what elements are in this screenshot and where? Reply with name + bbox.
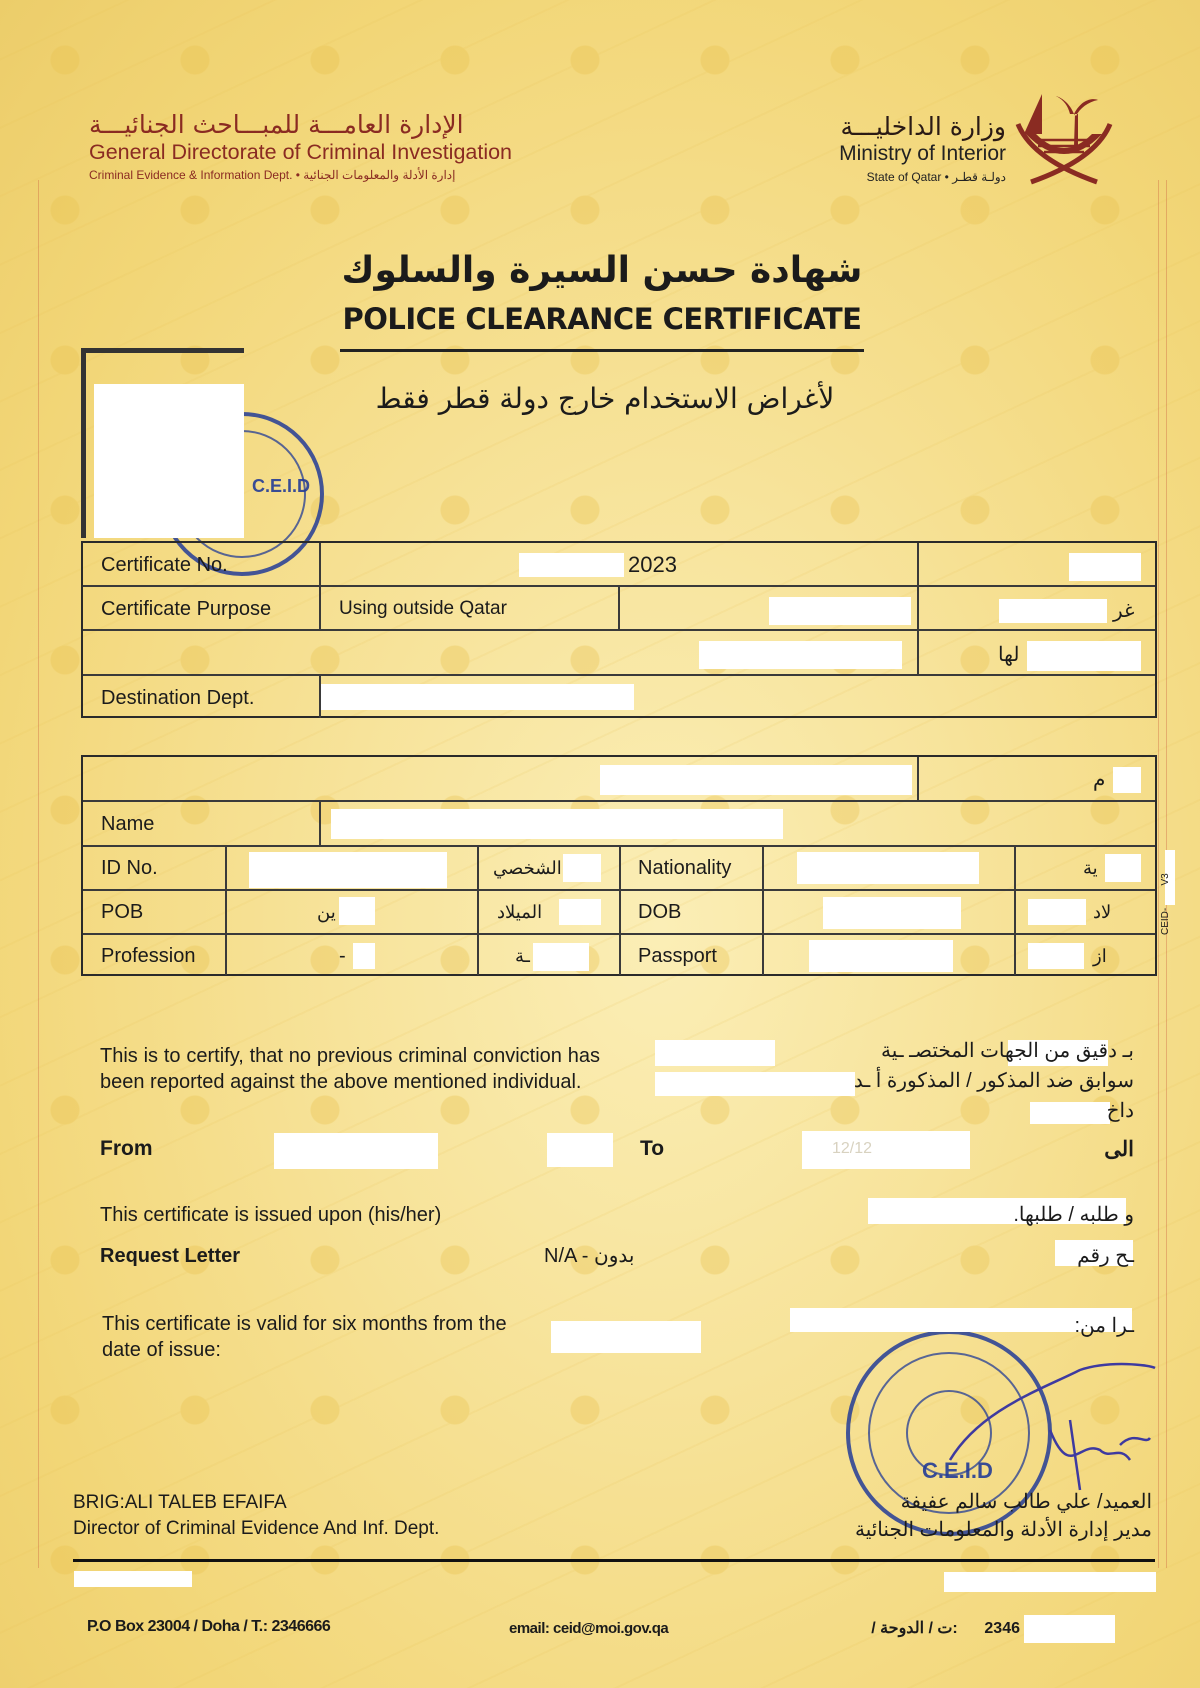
pob-arabic-value: ين bbox=[317, 902, 336, 922]
header-right-arabic: وزارة الداخليـــة bbox=[840, 112, 1006, 141]
issued-upon-text: This certificate is issued upon (his/her) bbox=[100, 1204, 442, 1226]
pob-label: POB bbox=[101, 901, 144, 923]
issued-upon-arabic: و طلبه / طلبها. bbox=[1013, 1204, 1134, 1226]
id-no-label: ID No. bbox=[101, 857, 158, 879]
header-right-english: Ministry of Interior bbox=[839, 142, 1006, 165]
destination-dept-label: Destination Dept. bbox=[101, 687, 255, 709]
header-right-sub: State of Qatar • دولـة قطـر bbox=[866, 170, 1006, 184]
row3-arabic-label: لها bbox=[998, 644, 1020, 666]
header-left-sub: Criminal Evidence & Information Dept. • إدارة الأدلة والمعلومات الجنائية bbox=[89, 168, 456, 182]
certify-arabic-line2: سوابق ضد المذكور / المذكورة أ ـد bbox=[853, 1070, 1134, 1092]
purpose-arabic-title: لأغراض الاستخدام خارج دولة قطر فقط bbox=[375, 382, 835, 415]
signatory-name-en: BRIG:ALI TALEB EFAIFA bbox=[73, 1492, 287, 1513]
certify-text: This is to certify, that no previous criminal conviction has been reported against the above mentioned individual. bbox=[100, 1045, 600, 1093]
signature-icon bbox=[920, 1350, 1160, 1500]
title-arabic: شهادة حسن السيرة والسلوك bbox=[341, 250, 863, 291]
nationality-label: Nationality bbox=[638, 857, 732, 879]
request-letter-arabic: ـح رقم bbox=[1077, 1245, 1134, 1267]
pob-arabic-label: الميلاد bbox=[497, 902, 543, 922]
title-underline bbox=[340, 349, 864, 352]
purpose-arabic-label: غر bbox=[1113, 600, 1135, 622]
margin-line bbox=[38, 180, 39, 1568]
header-left-arabic: الإدارة العامـــة للمبـــاحث الجنائيـــة bbox=[89, 110, 464, 139]
stamp-text: C.E.I.D bbox=[922, 1458, 993, 1483]
profession-arabic-label: ـة bbox=[515, 946, 530, 966]
signatory-name-ar: العميد/ علي طالب سالم عفيفة bbox=[900, 1491, 1152, 1513]
certify-arabic-line1: بـ دقيق من الجهات المختصـ ـية bbox=[880, 1040, 1134, 1062]
name-label: Name bbox=[101, 813, 155, 835]
validity-text: This certificate is valid for six months from the date of issue: bbox=[102, 1313, 507, 1361]
nationality-arabic-label: ية bbox=[1083, 858, 1098, 878]
purpose-label: Certificate Purpose bbox=[101, 598, 272, 620]
passport-label: Passport bbox=[638, 945, 717, 967]
id-arabic-label: الشخصي bbox=[493, 858, 562, 878]
dob-label: DOB bbox=[638, 901, 682, 923]
passport-arabic-label: از bbox=[1093, 946, 1107, 966]
footer-address-en: P.O Box 23004 / Doha / T.: 2346666 bbox=[87, 1618, 331, 1635]
footer-address-ar: 2346 :ت / الدوحة / bbox=[871, 1620, 1020, 1637]
to-label: To bbox=[640, 1137, 665, 1160]
certificate-info-table bbox=[81, 541, 1157, 718]
header-left-english: General Directorate of Criminal Investigation bbox=[89, 140, 513, 164]
qatar-emblem-icon bbox=[1012, 84, 1116, 186]
stamp-text: C.E.I.D bbox=[252, 476, 311, 496]
personal-info-table bbox=[81, 755, 1157, 976]
signatory-title-en: Director of Criminal Evidence And Inf. Dept. bbox=[73, 1518, 440, 1539]
redacted-photo bbox=[94, 384, 244, 538]
profession-value: - bbox=[339, 945, 346, 967]
footer-email: email: ceid@moi.gov.qa bbox=[509, 1620, 669, 1637]
title-english: POLICE CLEARANCE CERTIFICATE bbox=[342, 302, 862, 336]
dob-arabic-label: لاد bbox=[1093, 902, 1112, 922]
to-arabic-label: الى bbox=[1104, 1138, 1134, 1161]
signatory-title-ar: مدير إدارة الأدلة والمعلومات الجنائية bbox=[854, 1519, 1152, 1541]
to-value-faint: 12/12 bbox=[832, 1140, 873, 1157]
certificate-no-value: 2023 bbox=[628, 552, 677, 577]
footer-divider bbox=[73, 1559, 1155, 1562]
validity-arabic: ـرا من: bbox=[1074, 1315, 1134, 1337]
profession-label: Profession bbox=[101, 945, 196, 967]
request-letter-value: N/A - بدون bbox=[544, 1245, 635, 1267]
side-code: CEID- V3 bbox=[1160, 873, 1171, 935]
from-label: From bbox=[100, 1137, 153, 1160]
row1-arabic-label: م bbox=[1093, 769, 1106, 791]
certify-arabic-line3: داخ bbox=[1106, 1100, 1134, 1122]
purpose-value: Using outside Qatar bbox=[339, 598, 507, 619]
certificate-no-label: Certificate No. bbox=[101, 554, 228, 576]
request-letter-label: Request Letter bbox=[100, 1245, 241, 1267]
